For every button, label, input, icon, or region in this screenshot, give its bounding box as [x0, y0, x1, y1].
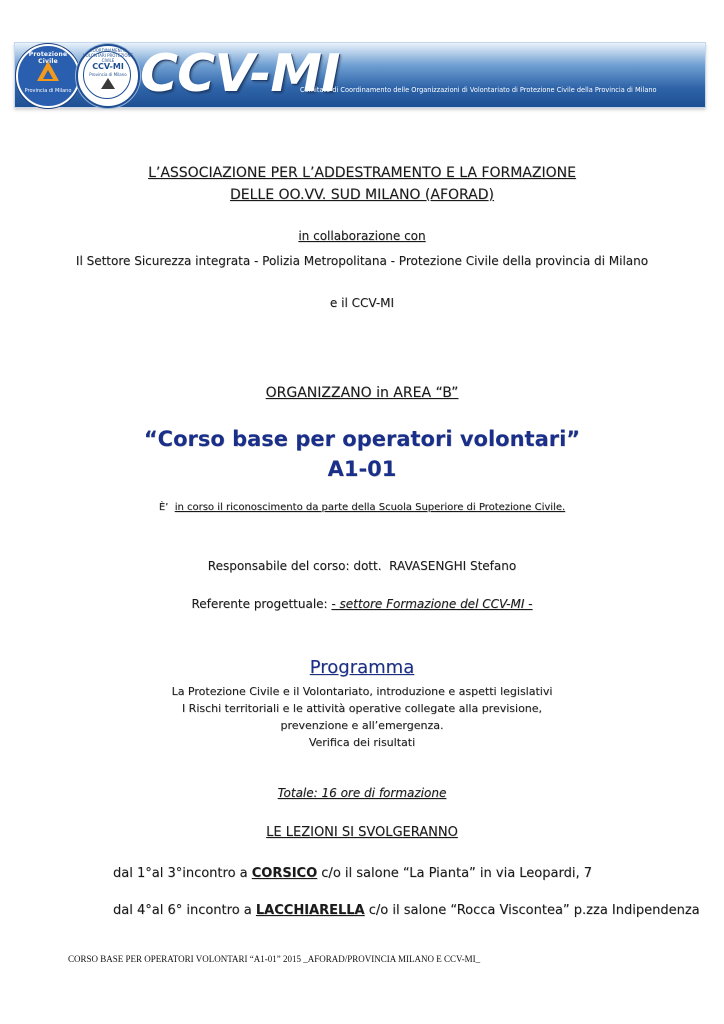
association-line-2: DELLE OO.VV. SUD MILANO (AFORAD) [230, 187, 494, 203]
triangle-inner-icon [43, 70, 53, 79]
course-code: A1-01 [327, 457, 397, 481]
association-line-1: L’ASSOCIAZIONE PER L’ADDESTRAMENTO E LA FORMAZIONE [148, 165, 576, 181]
settore-text: Il Settore Sicurezza integrata - Polizia Metropolitana - Protezione Civile della provincia di Milano [75, 254, 649, 268]
recognition-note [0, 502, 724, 513]
responsabile-name: RAVASENGHI Stefano [389, 559, 517, 573]
programma-line-4: Verifica dei risultati [308, 736, 416, 749]
ccv-mi-seal-logo [76, 44, 140, 108]
logo1-top-text: Protezione Civile [28, 51, 68, 65]
referente-value: - settore Formazione del CCV-MI - [331, 597, 533, 611]
location-prefix: dal 1°al 3°incontro a [113, 866, 252, 881]
lezioni-text: LE LEZIONI SI SVOLGERANNO [266, 825, 458, 840]
responsabile-label: Responsabile del corso: dott. [207, 559, 382, 573]
location-city: LACCHIARELLA [255, 903, 365, 918]
location-row-1 [113, 866, 592, 881]
programma-heading: Programma [309, 657, 415, 678]
logo1-bottom-text: Provincia di Milano [24, 88, 72, 94]
location-row-2 [113, 903, 700, 918]
collaboration-text: in collaborazione con [298, 229, 426, 243]
brand-wordmark: CCV-MI [140, 44, 340, 104]
referente-label: Referente progettuale: [191, 597, 328, 611]
page-footer: CORSO BASE PER OPERATORI VOLONTARI “A1-01” 2015 _AFORAD/PROVINCIA MILANO E CCV-MI_ [68, 954, 481, 964]
ccv-text: e il CCV-MI [329, 296, 395, 310]
seal-name: CCV-MI [92, 62, 124, 71]
location-city: CORSICO [251, 866, 318, 881]
recognition-mark: È’ [158, 502, 169, 513]
location-suffix: c/o il salone “Rocca Viscontea” p.zza Indipendenza [364, 903, 700, 918]
header-tagline: Comitato di Coordinamento delle Organizzazioni di Volontariato di Protezione Civile della Provincia di Milano [300, 86, 657, 94]
protezione-civile-logo [16, 44, 80, 108]
programma-line-2: I Rischi territoriali e le attività operative collegate alla previsione, [181, 702, 543, 715]
programma-line-1: La Protezione Civile e il Volontariato, introduzione e aspetti legislativi [171, 685, 553, 698]
totale-text: Totale: 16 ore di formazione [277, 786, 447, 800]
programma-line-3: prevenzione e all’emergenza. [280, 719, 444, 732]
organize-text: ORGANIZZANO in AREA “B” [265, 385, 459, 401]
referente-line [0, 597, 724, 611]
course-title: “Corso base per operatori volontari” [143, 427, 581, 451]
responsabile-line [0, 559, 724, 573]
recognition-text: in corso il riconoscimento da parte della Scuola Superiore di Protezione Civile. [174, 502, 566, 513]
seal-sub: Provincia di Milano [89, 72, 127, 77]
seal-arc-text: COORDINAMENTO VOLONTARI PROTEZIONE CIVILE [82, 48, 134, 63]
location-prefix: dal 4°al 6° incontro a [113, 903, 256, 918]
mountain-icon [101, 78, 115, 89]
location-suffix: c/o il salone “La Pianta” in via Leopardi, 7 [317, 866, 592, 881]
